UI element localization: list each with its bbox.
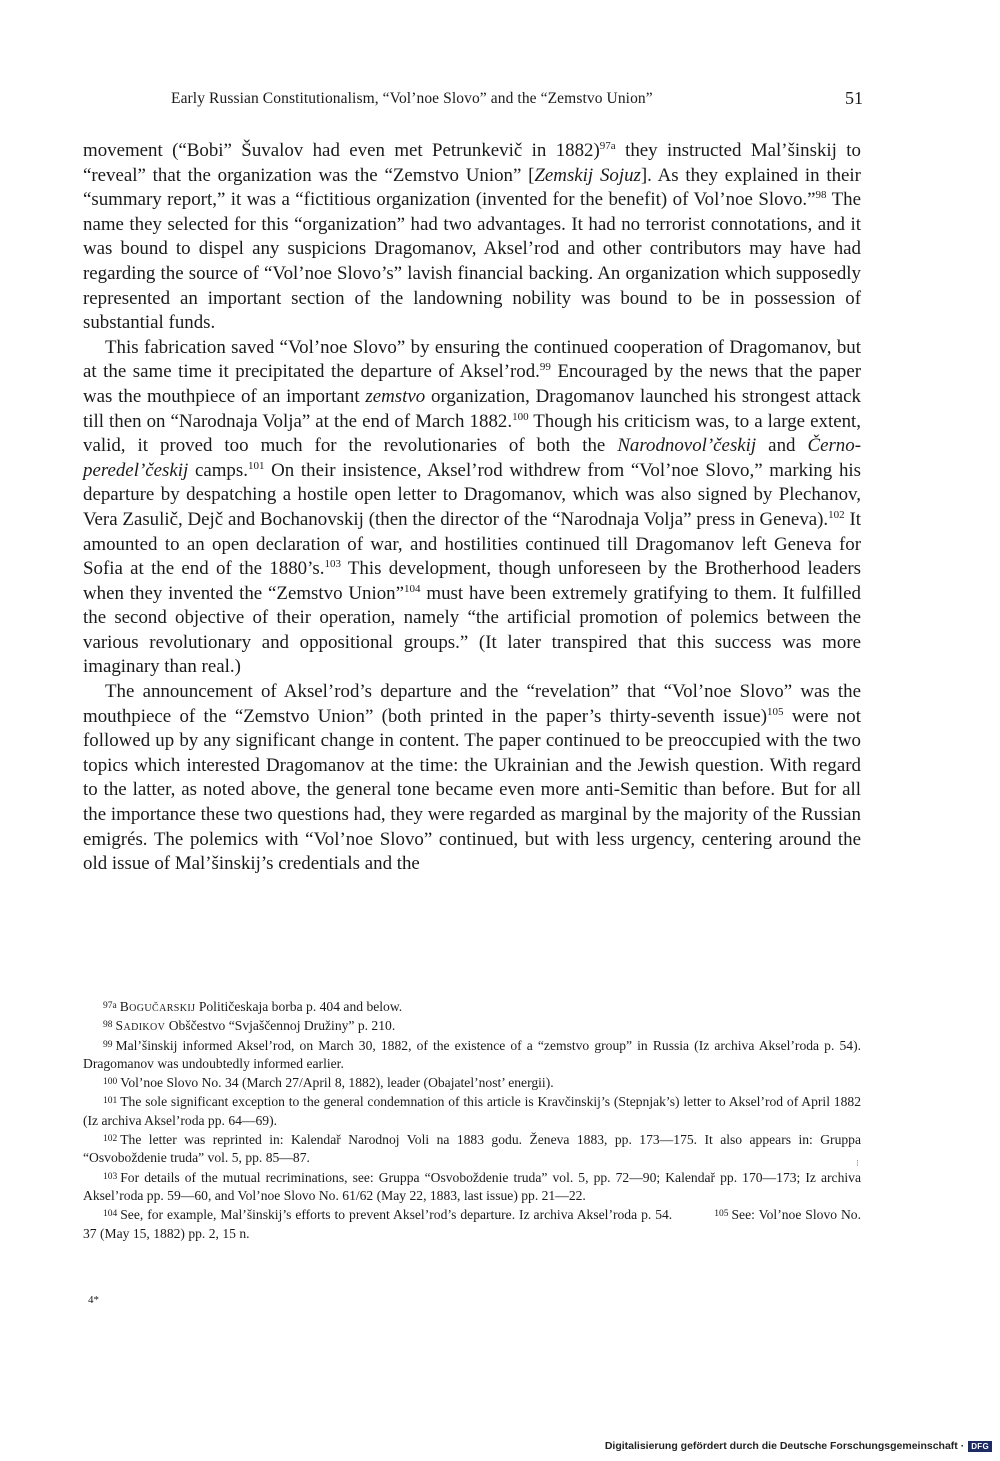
italic-term: Černo-peredel’českij — [83, 435, 861, 481]
text-run: This development, though unforeseen by the Brotherhood leaders when they invented the “Zemstvo Union” — [83, 558, 861, 604]
footnote-text: Političeskaja borba p. 404 and below. — [195, 999, 403, 1014]
text-run: must have been extremely gratifying to them. It fulfilled the second objective of their operation, namely “the artificial promotion of polemics between the various revolutionary and oppositional groups.” (It later transpired that this success was more imaginary than real.) — [83, 582, 861, 678]
footnote-number: 103 — [103, 1171, 118, 1182]
footnote-103 — [83, 1168, 861, 1206]
footnote-100 — [83, 1073, 861, 1092]
footnote-number: 101 — [103, 1096, 118, 1107]
footnote-101 — [83, 1092, 861, 1130]
footnote-text: The sole significant exception to the general condemnation of this article is Kravčinskij’s (Stepnjak’s) letter to Aksel’rod of April 1882 (Iz archiva Aksel’roda pp. 64—69). — [83, 1094, 861, 1128]
footnote-104 — [83, 1205, 861, 1243]
footnote-text: Vol’noe Slovo No. 34 (March 27/April 8, 1882), leader (Obajatel’nost’ energii). — [120, 1075, 554, 1091]
text-run: On their insistence, Aksel’rod withdrew from “Vol’noe Slovo,” marking his departure by despatching a hostile open letter to Dragomanov, which was also signed by Plechanov, Vera Zasulič, Dejč and Bochanovskij (then the director of the “Narodnaja Volja” press in Geneva). — [83, 459, 861, 530]
digitization-credit-text: Digitalisierung gefördert durch die Deutsche Forschungsgemeinschaft · — [604, 1440, 965, 1452]
text-run: Encouraged by the news that the paper was the mouthpiece of an important — [83, 361, 861, 407]
paragraph-3 — [83, 680, 861, 877]
footnote-98 — [83, 1016, 861, 1035]
text-run: camps. — [188, 459, 248, 481]
dfg-logo: DFG — [968, 1441, 992, 1452]
paragraph-1 — [83, 139, 861, 336]
footnote-number: 100 — [103, 1077, 118, 1088]
text-run: were not followed up by any significant change in content. The paper continued to be preoccupied with the two topics which interested Dragomanov at the time: the Ukrainian and the Jewish question. With regard to the latter, as noted above, the general tone became even more anti-Semitic than before. But for all the importance these two questions had, they were regarded as marginal by the majority of the Russian emigrés. The polemics with “Vol’noe Slovo” continued, but with less urgency, centering around the old issue of Mal’šinskij’s credentials and the — [83, 705, 861, 875]
running-header — [83, 88, 863, 116]
footnote-number: 105 — [714, 1209, 729, 1220]
footnote-ref-101: 101 — [247, 459, 265, 472]
paragraph-2 — [83, 336, 861, 680]
footnote-text: For details of the mutual recriminations, see: Gruppa “Osvoboždenie truda” vol. 5, pp. 72—90; Kalendař pp. 170—173; Iz archiva Aksel’roda pp. 59—60, and Vol’noe Slovo No. 61/62 (May 22, 1883, last issue) pp. 21—22. — [83, 1169, 861, 1203]
text-run: movement (“Bobi” Šuvalov had even met Petrunkevič in 1882) — [83, 140, 600, 161]
footnote-text: See, for example, Mal’šinskij’s efforts to prevent Aksel’rod’s departure. Iz archiva Aksel’roda p. 54. — [120, 1207, 673, 1223]
footnote-ref-103: 103 — [324, 558, 341, 571]
footnote-number: 104 — [103, 1209, 118, 1220]
running-title: Early Russian Constitutionalism, “Vol’noe Slovo” and the “Zemstvo Union” — [171, 90, 653, 107]
italic-term: zemstvo — [365, 385, 426, 407]
footnote-ref-102: 102 — [828, 508, 845, 521]
footnote-number: 97a — [103, 1001, 117, 1011]
text-run: ]. As they explained in their “summary report,” it was a “fictitious organization (invented for the benefit) of Vol’noe Slovo.” — [83, 164, 861, 211]
footnote-text: See: Vol’noe Slovo No. 37 (May 15, 1882) pp. 2, 15 n. — [83, 1207, 861, 1241]
digitization-credit — [605, 1440, 992, 1452]
footnote-ref-104: 104 — [404, 582, 421, 595]
footnote-number: 102 — [103, 1134, 118, 1145]
text-run: and — [756, 435, 808, 457]
text-run: The announcement of Aksel’rod’s departure and the “revelation” that “Vol’noe Slovo” was the mouthpiece of the “Zemstvo Union” (both printed in the paper’s thirty-seventh issue) — [83, 681, 861, 727]
text-run: It amounted to an open declaration of war, and hostilities continued till Dragomanov left Geneva for Sofia at the end of the 1880’s. — [83, 508, 862, 580]
signature-mark: 4* — [88, 1294, 99, 1306]
footnote-99 — [83, 1036, 861, 1074]
footnote-number: 98 — [103, 1020, 113, 1031]
footnote-ref-105: 105 — [767, 705, 784, 718]
footnote-author: Sadikov — [115, 1018, 166, 1034]
footnote-text: Mal’šinskij informed Aksel’rod, on March 30, 1882, of the existence of a “zemstvo group” in Russia (Iz archiva Aksel’roda p. 54). Dragomanov was undoubtedly informed earlier. — [83, 1037, 861, 1071]
text-run: The name they selected for this “organization” had two advantages. It had no terrorist connotations, and it was bound to dispel any suspicions Dragomanov, Aksel’rod and other contributors may have had regarding the source of “Vol’noe Slovo’s” lavish financial backing. An organization which supposedly represented an important section of the landowning nobility was bound to be in possession of substantial funds. — [83, 189, 861, 334]
scan-speck: ⁝ — [856, 1158, 859, 1168]
footnote-ref-100: 100 — [512, 410, 529, 423]
footnote-ref-98: 98 — [815, 189, 827, 202]
italic-term: Zemskij Sojuz — [534, 164, 641, 186]
footnote-author: Bogučarskij — [119, 999, 196, 1014]
footnotes — [83, 997, 861, 1243]
body-text — [83, 139, 861, 877]
footnote-text: Obščestvo “Svjaščennoj Družiny” p. 210. — [165, 1018, 396, 1034]
footnote-102 — [83, 1130, 861, 1168]
page-number: 51 — [845, 88, 863, 108]
italic-term: Narodnovol’českij — [617, 435, 757, 457]
text-run: organization, Dragomanov launched his strongest attack till then on “Narodnaja Volja” at the end of March 1882. — [83, 385, 862, 432]
footnote-97a — [83, 997, 861, 1016]
text-run: This fabrication saved “Vol’noe Slovo” by ensuring the continued cooperation of Dragomanov, but at the same time it precipitated the departure of Aksel’rod. — [83, 336, 861, 383]
footnote-ref-97a: 97a — [599, 140, 616, 152]
footnote-number: 99 — [103, 1039, 113, 1050]
text-run: they instructed Mal’šinskij to “reveal” that the organization was the “Zemstvo Union” [ — [83, 140, 861, 186]
footnote-text: The letter was reprinted in: Kalendař Narodnoj Voli na 1883 godu. Ženeva 1883, pp. 173—175. It also appears in: Gruppa “Osvoboždenie truda” vol. 5, pp. 85—87. — [83, 1132, 861, 1166]
footnote-ref-99: 99 — [539, 361, 551, 374]
text-run: Though his criticism was, to a large extent, valid, it proved too much for the revolutionaries of both the — [83, 410, 861, 457]
